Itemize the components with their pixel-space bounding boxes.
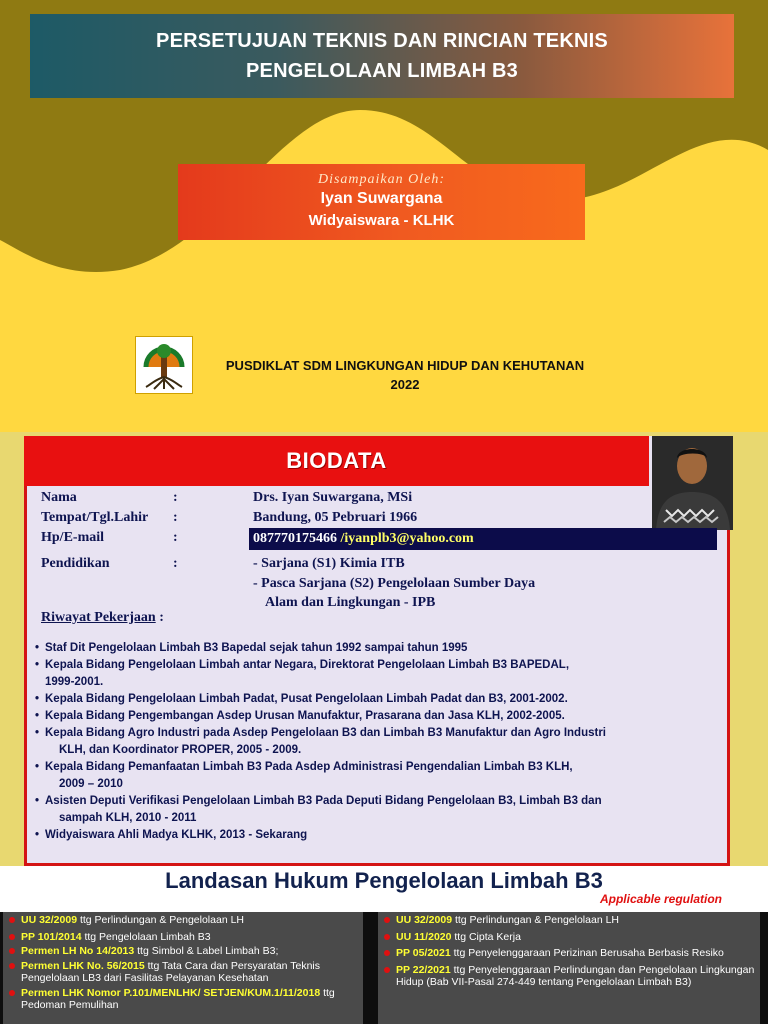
- field-label: Tempat/Tgl.Lahir: [41, 510, 149, 525]
- list-item: • Kepala Bidang Pengembangan Asdep Urusan Manufaktur, Prasarana dan Jasa KLH, 2002-2005.: [35, 708, 725, 725]
- field-label: Hp/E-mail: [41, 530, 105, 545]
- presented-by-label: Disampaikan Oleh:: [317, 172, 446, 187]
- biodata-slide: [24, 436, 730, 866]
- law-code: PP 05/2021: [396, 947, 451, 959]
- law-text: ttg Perlindungan & Pengelolaan LH: [77, 914, 245, 926]
- presenter-name: Iyan Suwargana: [320, 190, 443, 207]
- field-colon: :: [173, 530, 178, 545]
- institution-name: PUSDIKLAT SDM LINGKUNGAN HIDUP DAN KEHUTANAN: [225, 358, 585, 373]
- list-item: [7, 914, 363, 927]
- law-text: ttg Perlindungan & Pengelolaan LH: [452, 914, 620, 926]
- law-code: Permen LHK No. 56/2015: [21, 959, 145, 972]
- presenter-box: [178, 164, 585, 240]
- contact-bar: [249, 528, 717, 550]
- law-text: ttg Cipta Kerja: [451, 930, 521, 943]
- legal-panel-left: [3, 912, 363, 1024]
- job-history-list: [35, 640, 725, 844]
- list-item-text: sampah KLH, 2010 - 2011: [59, 812, 197, 824]
- riwayat-heading: [41, 610, 164, 626]
- riwayat-label: Riwayat Pekerjaan: [41, 610, 156, 625]
- phone-number: 087770175466: [253, 531, 337, 546]
- law-text: ttg Pengelolaan Limbah B3: [81, 930, 211, 943]
- list-item: • Kepala Bidang Agro Industri pada Asdep Pengelolaan B3 dan Limbah B3 Manufaktur dan Agro Industri: [35, 725, 725, 742]
- legal-title-bar: [0, 866, 768, 912]
- institution-year: 2022: [390, 377, 420, 392]
- list-item-cont: [35, 810, 725, 827]
- field-colon: :: [173, 510, 178, 525]
- education-line: [27, 576, 727, 596]
- list-item-text: 1999-2001.: [45, 676, 104, 688]
- presenter-role: Widyaiswara - KLHK: [308, 212, 455, 229]
- list-item: • Staf Dit Pengelolaan Limbah B3 Bapedal sejak tahun 1992 sampai tahun 1995: [35, 640, 725, 657]
- legal-panel-right: [378, 912, 760, 1024]
- field-value: Bandung, 05 Pebruari 1966: [253, 510, 418, 525]
- list-item: [382, 931, 760, 944]
- education-s2-cont: Alam dan Lingkungan - IPB: [265, 595, 436, 610]
- law-code: UU 32/2009: [396, 914, 453, 926]
- field-value: Drs. Iyan Suwargana, MSi: [253, 490, 413, 505]
- field-colon: :: [173, 556, 178, 571]
- law-code: PP 22/2021: [396, 963, 451, 976]
- field-row: [27, 556, 727, 576]
- list-item: [7, 960, 363, 985]
- title-line-2: PENGELOLAAN LIMBAH B3: [246, 60, 518, 82]
- law-list-left: [3, 912, 363, 1012]
- title-line-1: PERSETUJUAN TEKNIS DAN RINCIAN TEKNIS: [156, 30, 608, 52]
- list-item: [382, 947, 760, 960]
- list-item: • Kepala Bidang Pemanfaatan Limbah B3 Pada Asdep Administrasi Pengendalian Limbah B3 KLH,: [35, 759, 725, 776]
- field-label: Pendidikan: [41, 556, 110, 571]
- list-item: [7, 945, 363, 958]
- biodata-header: [24, 436, 649, 486]
- law-text: ttg Tata Cara dan Persyaratan Teknis Pengelolaan LB3 dari Fasilitas Pelayanan Kesehatan: [21, 959, 321, 984]
- law-text: ttg Penyelenggaraan Perlindungan dan Pengelolaan Lingkungan Hidup (Bab VII-Pasal 274-449 tentang Pengelolaan Limbah B3): [396, 963, 755, 988]
- list-item: • Kepala Bidang Pengelolaan Limbah antar Negara, Direktorat Pengelolaan Limbah B3 BAPEDAL,: [35, 657, 725, 674]
- law-text: ttg Simbol & Label Limbah B3;: [134, 945, 279, 957]
- list-item: • Asisten Deputi Verifikasi Pengelolaan Limbah B3 Pada Deputi Bidang Pengelolaan B3, Limbah B3 dan: [35, 793, 725, 810]
- law-code: Permen LHK Nomor P.101/MENLHK/ SETJEN/KUM.1/11/2018: [21, 986, 321, 999]
- field-label: Nama: [41, 490, 77, 505]
- education-s2: - Pasca Sarjana (S2) Pengelolaan Sumber Daya: [253, 576, 536, 591]
- institution-block: [205, 356, 605, 394]
- law-list-right: [378, 912, 760, 989]
- field-row: [27, 510, 727, 530]
- list-item-cont: [35, 742, 725, 759]
- list-item: [7, 931, 363, 944]
- list-item-text: 2009 – 2010: [59, 778, 123, 790]
- field-row: [27, 490, 727, 510]
- field-value: - Sarjana (S1) Kimia ITB: [253, 556, 405, 571]
- law-code: Permen LH No 14/2013: [21, 945, 135, 957]
- legal-title: Landasan Hukum Pengelolaan Limbah B3: [165, 868, 603, 893]
- legal-subtitle: Applicable regulation: [599, 892, 722, 906]
- riwayat-colon: :: [155, 610, 164, 625]
- klhk-tree-logo-icon: [135, 336, 193, 394]
- list-item: • Kepala Bidang Pengelolaan Limbah Padat, Pusat Pengelolaan Limbah Padat dan B3, 2001-2002.: [35, 691, 725, 708]
- list-item-cont: [35, 776, 725, 793]
- law-text: ttg Penyelenggaraan Perizinan Berusaha Berbasis Resiko: [450, 947, 724, 959]
- field-colon: :: [173, 490, 178, 505]
- list-item: [7, 987, 363, 1012]
- law-code: PP 101/2014: [21, 930, 82, 943]
- list-item: • Widyaiswara Ahli Madya KLHK, 2013 - Sekarang: [35, 827, 725, 844]
- legal-basis-slide: [0, 866, 768, 1024]
- list-item-text: KLH, dan Koordinator PROPER, 2005 - 2009.: [59, 744, 302, 756]
- law-code: UU 11/2020: [396, 930, 452, 943]
- law-code: UU 32/2009: [21, 914, 78, 926]
- cover-slide: [0, 0, 768, 432]
- list-item: [382, 914, 760, 927]
- email-link[interactable]: /iyanplb3@yahoo.com: [337, 531, 474, 546]
- list-item-cont: [35, 674, 725, 691]
- biodata-title: BIODATA: [286, 448, 387, 473]
- law-text: ttg Pedoman Pemulihan: [21, 986, 335, 1011]
- title-box: [30, 14, 734, 98]
- list-item: [382, 964, 760, 989]
